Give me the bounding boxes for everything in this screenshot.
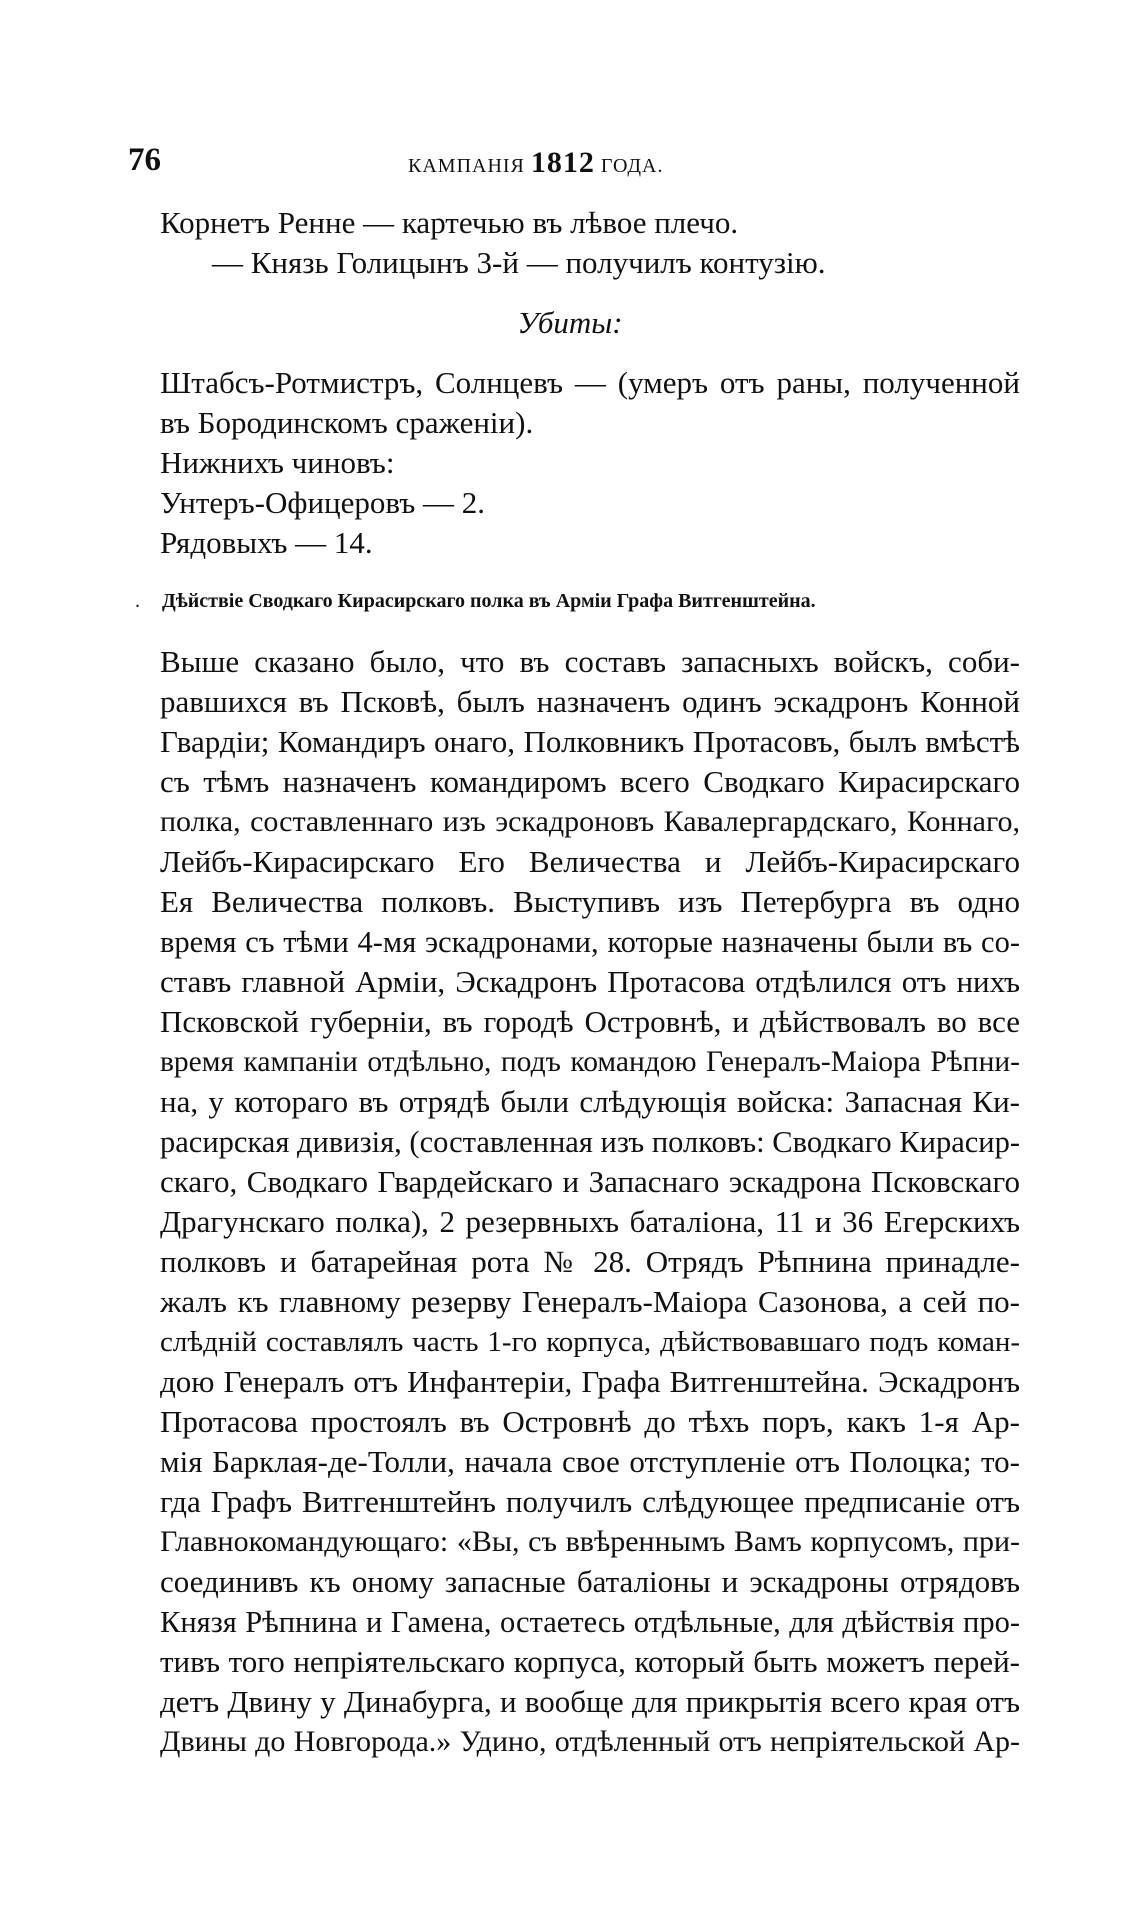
page-number: 76 <box>128 142 161 178</box>
body-line: Драгунскаго полка), 2 резервныхъ баталіона, 11 и 36 Егерскихъ <box>160 1204 1020 1239</box>
body-line: детъ Двину у Динабурга, и вообще для прикрытія всего края отъ <box>160 1684 1020 1719</box>
body-line: гда Графъ Витгенштейнъ получилъ слѣдующее предписаніе отъ <box>160 1484 1020 1519</box>
killed-line: Рядовыхъ — 14. <box>160 525 373 560</box>
wounded-line: — Князь Голицынъ 3-й — получилъ контузію. <box>212 245 826 280</box>
body-line: дою Генералъ отъ Инфантеріи, Графа Витгенштейна. Эскадронъ <box>160 1364 1020 1399</box>
running-head-year: 1812 <box>530 146 595 179</box>
killed-line: Нижнихъ чиновъ: <box>160 445 395 480</box>
body-line: соединивъ къ оному запасные баталіоны и эскадроны отрядовъ <box>160 1564 1020 1599</box>
body-line: Главнокомандующаго: «Вы, съ ввѣреннымъ Вамъ корпусомъ, при- <box>160 1525 1020 1558</box>
body-line: Гвардіи; Командиръ онаго, Полковникъ Протасовъ, былъ вмѣстѣ <box>160 724 1020 759</box>
body-line: Ея Величества полковъ. Выступивъ изъ Петербурга въ одно <box>160 884 1020 919</box>
body-line: Двины до Новгорода.» Удино, отдѣленный отъ непріятельской Ар- <box>160 1725 1020 1758</box>
body-line: мія Барклая-де-Толли, начала свое отступленіе отъ Полоцка; то- <box>160 1444 1020 1479</box>
body-line: съ тѣмъ назначенъ командиромъ всего Сводкаго Кирасирскаго <box>160 764 1020 799</box>
body-line: равшихся въ Псковѣ, былъ назначенъ одинъ эскадронъ Конной <box>160 684 1020 719</box>
section-bullet: . <box>135 590 140 612</box>
body-line: Псковской губерніи, въ городѣ Островнѣ, и дѣйствовалъ во все <box>160 1004 1020 1039</box>
body-line: полка, составленнаго изъ эскадроновъ Кавалергардскаго, Коннаго, <box>160 805 1020 838</box>
body-line: Князя Рѣпнина и Гамена, остаетесь отдѣльные, для дѣйствія про- <box>160 1605 1020 1639</box>
wounded-line: Корнетъ Ренне — картечью въ лѣвое плечо. <box>160 205 739 240</box>
body-line: тивъ того непріятельскаго корпуса, который быть можетъ перей- <box>160 1644 1020 1679</box>
killed-line: Унтеръ-Офицеровъ — 2. <box>160 485 486 520</box>
running-head-prefix: КАМПАНІЯ <box>408 155 531 177</box>
running-head-suffix: ГОДА. <box>594 155 664 177</box>
body-line: жалъ къ главному резерву Генералъ-Маіора Сазонова, а сей по- <box>160 1284 1020 1319</box>
killed-line: въ Бородинскомъ сраженіи). <box>160 405 534 440</box>
body-line: время съ тѣми 4-мя эскадронами, которые назначены были въ со- <box>160 925 1020 959</box>
killed-line: Штабсъ-Ротмистръ, Солнцевъ — (умеръ отъ раны, полученной <box>160 365 1020 400</box>
running-head <box>408 146 664 180</box>
section-heading <box>135 590 816 613</box>
body-line: на, у котораго въ отрядѣ были слѣдующія войска: Запасная Ки- <box>160 1084 1020 1119</box>
body-line: скаго, Сводкаго Гвардейскаго и Запаснаго эскадрона Псковскаго <box>160 1164 1020 1199</box>
body-line: ставъ главной Арміи, Эскадронъ Протасова отдѣлился отъ нихъ <box>160 964 1020 999</box>
body-line: Протасова простоялъ въ Островнѣ до тѣхъ поръ, какъ 1-я Ар- <box>160 1404 1020 1439</box>
killed-heading: Убиты: <box>517 305 623 340</box>
body-line: время кампаніи отдѣльно, подъ командою Генералъ-Маіора Рѣпни- <box>160 1046 1020 1078</box>
body-line: Лейбъ-Кирасирскаго Его Величества и Лейбъ-Кирасирскаго <box>160 844 1020 879</box>
body-line: слѣдній составлялъ часть 1-го корпуса, дѣйствовавшаго подъ коман- <box>160 1326 1020 1358</box>
section-heading-text: Дѣйствіе Сводкаго Кирасирскаго полка въ Арміи Графа Витгенштейна. <box>162 590 816 612</box>
body-line: расирская дивизія, (составленная изъ полковъ: Сводкаго Кирасир- <box>160 1125 1020 1159</box>
page-header <box>128 142 1008 182</box>
body-line: Выше сказано было, что въ составъ запасныхъ войскъ, соби- <box>160 644 1020 679</box>
body-line: полковъ и батарейная рота № 28. Отрядъ Рѣпнина принадле- <box>160 1244 1020 1279</box>
